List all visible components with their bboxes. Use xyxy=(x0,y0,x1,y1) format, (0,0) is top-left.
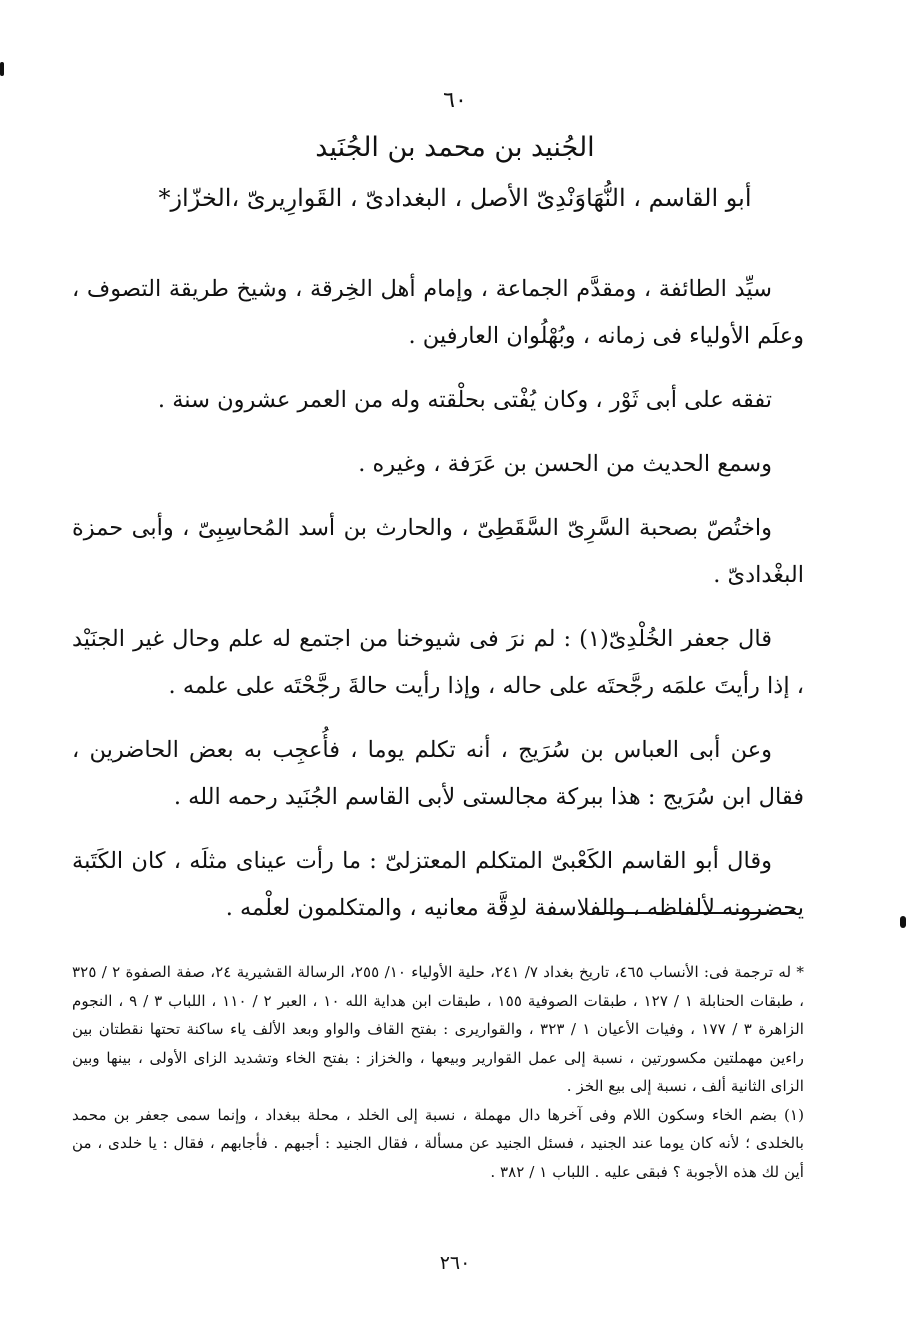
footnotes xyxy=(72,958,804,1186)
paragraph: وسمع الحديث من الحسن بن عَرَفة ، وغيره . xyxy=(358,451,772,477)
paragraph: وقال أبو القاسم الكَعْبىّ المتكلم المعتزلىّ : ما رأت عيناى مثلَه ، كان الكَتَبة يحضرونه لألفاظه ، والفلاسفة لدِقَّة معانيه ، والمتكلمون لعلْمه . xyxy=(72,848,804,921)
paragraph: قال جعفر الخُلْدِىّ(١) : لم نرَ فى شيوخنا من اجتمع له علم وحال غير الجنَيْد ، إذا رأيتَ علمَه رجَّحتَه على حاله ، وإذا رأيت حالةَ رجَّحْتَه على علمه . xyxy=(72,626,804,699)
footnote-1: (١) بضم الخاء وسكون اللام وفى آخرها دال مهملة ، نسبة إلى الخلد ، محلة ببغداد ، وإنما سمى جعفر بن محمد بالخلدى ؛ لأنه كان يوما عند الجنيد ، فسئل الجنيد عن مسألة ، فقال الجنيد : أجبهم . فأجابهم ، فقال : يا خلدى ، من أين لك هذه الأجوبة ؟ فبقى عليه . اللباب ١ / ٣٨٢ . xyxy=(72,1105,804,1181)
paragraph: تفقه على أبى ثَوْر ، وكان يُفْتى بحلْقته وله من العمر عشرون سنة . xyxy=(157,387,772,413)
footnote-separator xyxy=(592,912,796,914)
scan-mark-top xyxy=(0,62,4,76)
paragraph: واختُصّ بصحبة السَّرِىّ السَّقَطِىّ ، والحارث بن أسد المُحاسِبِىّ ، وأبى حمزة البغْدادىّ . xyxy=(72,515,804,588)
paragraph: سيِّد الطائفة ، ومقدَّم الجماعة ، وإمام أهل الخِرقة ، وشيخ طريقة التصوف ، وعلَم الأولياء فى زمانه ، وبُهْلُوان العارفين . xyxy=(72,276,804,349)
footnote-biography: * له ترجمة فى: الأنساب ٤٦٥، تاريخ بغداد ٧/ ٢٤١، حلية الأولياء ١٠/ ٢٥٥، الرسالة القشيرية ٢٤، صفة الصفوة ٢ / ٣٢٥ ، طبقات الحنابلة ١ / ١٢٧ ، طبقات الصوفية ١٥٥ ، طبقات ابن هداية الله ١٠ ، العبر ٢ / ١١٠ ، اللباب ٣ / ٩ ، النجوم الزاهرة ٣ / ١٧٧ ، وفيات الأعيان ١ / ٣٢٣ ، والقواريرى : بفتح القاف والواو وبعد الألف ياء ساكنة تحتها نقطتان بين راءين مهملتين مكسورتين ، نسبة إلى عمل القوارير وبيعها ، والخزاز : بفتح الخاء وتشديد الزاى الأولى ، بينها وبين الزاى الثانية ألف ، نسبة إلى بيع الخز . xyxy=(72,963,805,1095)
entry-title: الجُنيد بن محمد بن الجُنَيد xyxy=(315,132,595,163)
scan-mark-right xyxy=(900,916,906,928)
body-text xyxy=(72,266,804,949)
entry-subtitle: أبو القاسم ، النُّهَاوَنْدِىّ الأصل ، البغدادىّ ، القَوارِيرىّ ،الخزّاز* xyxy=(158,184,752,212)
entry-number: ٦٠ xyxy=(443,88,467,113)
paragraph: وعن أبى العباس بن سُرَيج ، أنه تكلم يوما ، فأُعجِب به بعض الحاضرين ، فقال ابن سُرَيج : هذا ببركة مجالستى لأبى القاسم الجُنَيد رحمه الله . xyxy=(72,737,804,810)
page-number: ٢٦٠ xyxy=(439,1252,471,1274)
